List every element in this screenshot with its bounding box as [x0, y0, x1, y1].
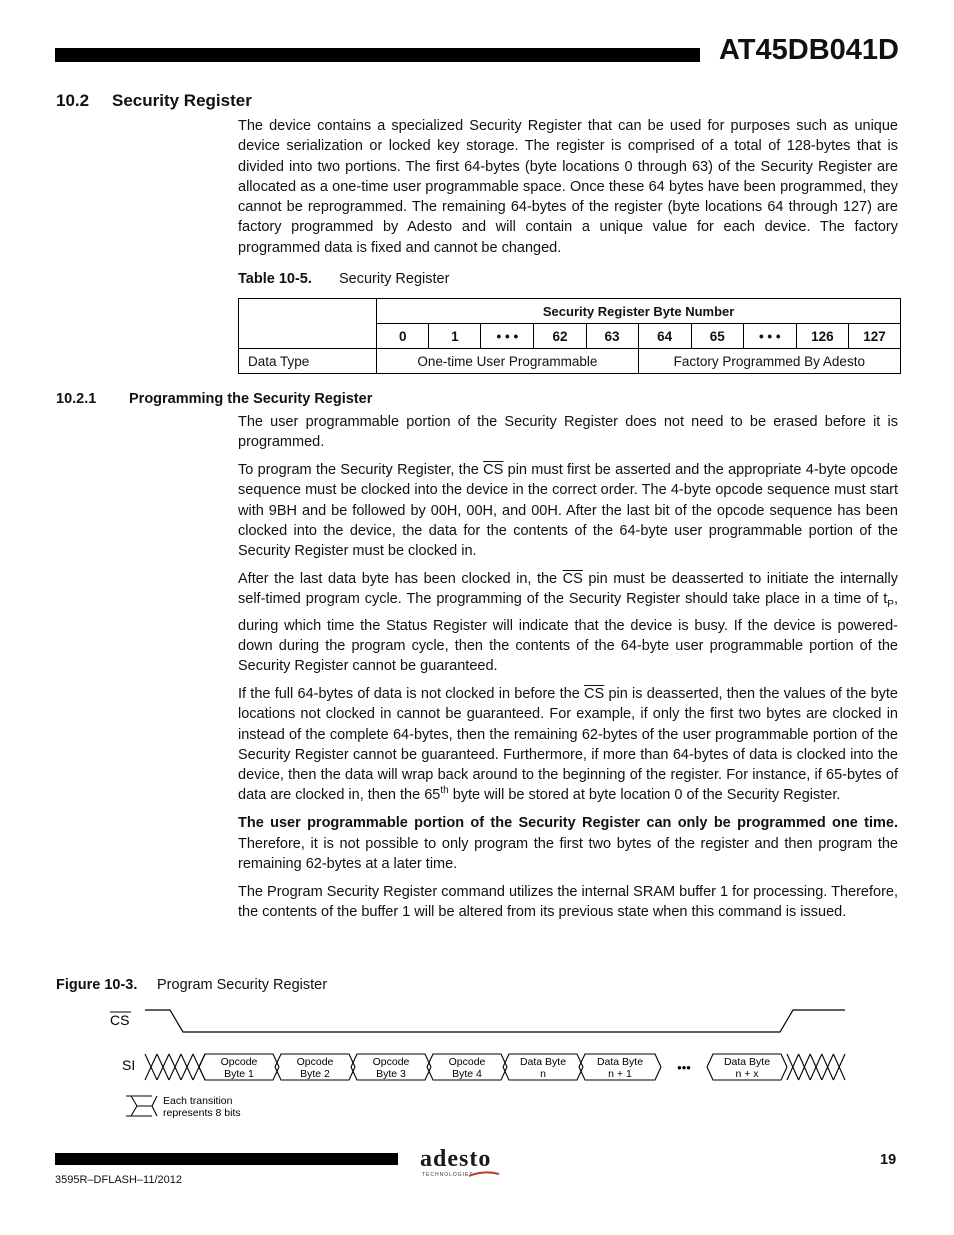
si-ellipsis: ••• — [677, 1060, 691, 1075]
otp-cell: One-time User Programmable — [377, 349, 638, 374]
adesto-logo: adesto — [420, 1146, 492, 1172]
paragraph-4: If the full 64-bytes of data is not clocked in before the $\overline{CS}$ pin is deasserted, then the values of the byte locations not clocked in cannot be guaranteed. For example, if only the first two bytes are clocked in instead of the complete 64-bytes, then the remaining 62-bytes of the user programmable portion of the Security Register cannot be guaranteed. Furthermore, if more than 64-bytes of data is clocked into the device, then the data will wrap back around to the beginning of the register. For instance, if 65-bytes of data are clocked in, then the 65th byte will be stored at byte location 0 of the Security Register. — [238, 685, 898, 804]
si-segment-label: Opcode — [372, 1056, 410, 1068]
si-segment-label: Data Byte — [723, 1056, 771, 1068]
figure-caption — [56, 977, 327, 993]
table-caption-title: Security Register — [339, 271, 450, 287]
section-title: Security Register — [112, 91, 252, 110]
si-segment-label: Data Byte — [519, 1056, 567, 1068]
byte-number-cell: 62 — [534, 324, 586, 349]
si-byte-outline — [199, 1054, 205, 1067]
cs-waveform — [145, 1010, 845, 1032]
footer-bar — [55, 1153, 398, 1165]
legend-line-2: represents 8 bits — [163, 1107, 241, 1119]
byte-number-cell: • • • — [481, 324, 534, 349]
subsection-number: 10.2.1 — [56, 391, 97, 407]
header-bar — [55, 48, 700, 62]
byte-number-cell: 65 — [691, 324, 743, 349]
paragraph-1: The user programmable portion of the Security Register does not need to be erased before it is programmed. — [238, 414, 898, 451]
cs-label: CS — [110, 1012, 130, 1028]
subsection-title: Programming the Security Register — [129, 391, 373, 407]
table-header: Security Register Byte Number — [377, 299, 901, 324]
legend-line-1: Each transition — [163, 1095, 233, 1107]
si-segment-label: Opcode — [296, 1056, 334, 1068]
byte-number-cell: 0 — [377, 324, 429, 349]
si-label: SI — [122, 1057, 136, 1073]
figure-caption-label: Figure 10-3. — [56, 977, 138, 993]
adesto-logo-subtitle: TECHNOLOGIES — [422, 1172, 474, 1178]
byte-number-cell: 127 — [848, 324, 900, 349]
body-text — [238, 412, 898, 930]
table-caption — [238, 271, 449, 287]
document-number: 3595R–DFLASH–11/2012 — [55, 1174, 182, 1186]
intro-text: The device contains a specialized Security Register that can be used for purposes such as unique device serialization or locked key storage. The register is comprised of a total of 128-bytes that is divided into two portions. The first 64-bytes (byte locations 0 through 63) of the Security Register are allocated as a one-time user programmable space. Once these 64 bytes have been programmed, they cannot be reprogrammed. The remaining 64-bytes of the register (byte locations 64 through 127) are factory programmed by Adesto and will contain a unique value for each device. The factory programmed data is fixed and cannot be changed. — [238, 118, 898, 256]
cs-signal: $\overline{CS}$ — [483, 462, 504, 479]
factory-cell: Factory Programmed By Adesto — [638, 349, 900, 374]
paragraph-6: The Program Security Register command utilizes the internal SRAM buffer 1 for processing. Therefore, the contents of the buffer 1 will be altered from its previous state when this command is issued. — [238, 883, 898, 920]
document-title: AT45DB041D — [719, 34, 899, 66]
si-segment-label: Opcode — [220, 1056, 258, 1068]
section-number: 10.2 — [56, 91, 90, 110]
cs-signal: $\overline{CS}$ — [584, 685, 605, 702]
page-number: 19 — [880, 1152, 897, 1168]
figure-caption-title: Program Security Register — [157, 977, 328, 993]
si-segment-label: n + 1 — [608, 1068, 632, 1080]
security-register-table — [238, 298, 901, 374]
logo-swoosh-icon — [468, 1170, 500, 1178]
paragraph-5: The user programmable portion of the Security Register can only be programmed one time. Therefore, it is not possible to only program the first two bytes of the register and then program the remaining 62-bytes at a later time. — [238, 815, 898, 872]
si-segment-label: Byte 1 — [224, 1068, 254, 1080]
transition-legend — [126, 1095, 241, 1119]
byte-number-cell: • • • — [743, 324, 796, 349]
si-segment-label: Byte 3 — [376, 1068, 406, 1080]
table-caption-label: Table 10-5. — [238, 271, 312, 287]
table-corner-cell — [239, 299, 377, 349]
paragraph-2: To program the Security Register, the $\overline{CS}$ pin must first be asserted and the appropriate 4-byte opcode sequence must be clocked into the device in the correct order. The 4-byte opcode sequence must start with 9BH and be followed by 00H, 00H, and 00H. After the last bit of the opcode sequence has been clocked into the device, the data for the contents of the 64-byte user programmable portion of the Security Register must be clocked in. — [238, 462, 898, 560]
subsection-heading — [56, 391, 372, 407]
cs-signal: $\overline{CS}$ — [562, 571, 583, 588]
section-heading — [56, 91, 252, 111]
data-type-label: Data Type — [239, 349, 377, 374]
si-segment-label: n — [540, 1068, 546, 1080]
si-segment-label: Opcode — [448, 1056, 486, 1068]
byte-number-cell: 64 — [638, 324, 691, 349]
intro-paragraph — [238, 116, 898, 266]
si-segment-label: Data Byte — [596, 1056, 644, 1068]
byte-number-cell: 126 — [796, 324, 848, 349]
si-segment-label: Byte 2 — [300, 1068, 330, 1080]
byte-number-cell: 63 — [586, 324, 638, 349]
si-waveform — [145, 1054, 845, 1080]
si-segment-label: n + x — [735, 1068, 759, 1080]
paragraph-3: After the last data byte has been clocked in, the $\overline{CS}$ pin must be deasserted to initiate the internally self-timed program cycle. The programming of the Security Register should take place in a time of $t_P$, during which time the Status Register will indicate that the device is busy. If the device is powered-down during the program cycle, then the contents of the 64-byte user programmable portion of the Security Register cannot be guaranteed. — [238, 571, 898, 675]
byte-number-cell: 1 — [429, 324, 481, 349]
timing-diagram — [0, 1000, 954, 1125]
si-segment-label: Byte 4 — [452, 1068, 482, 1080]
